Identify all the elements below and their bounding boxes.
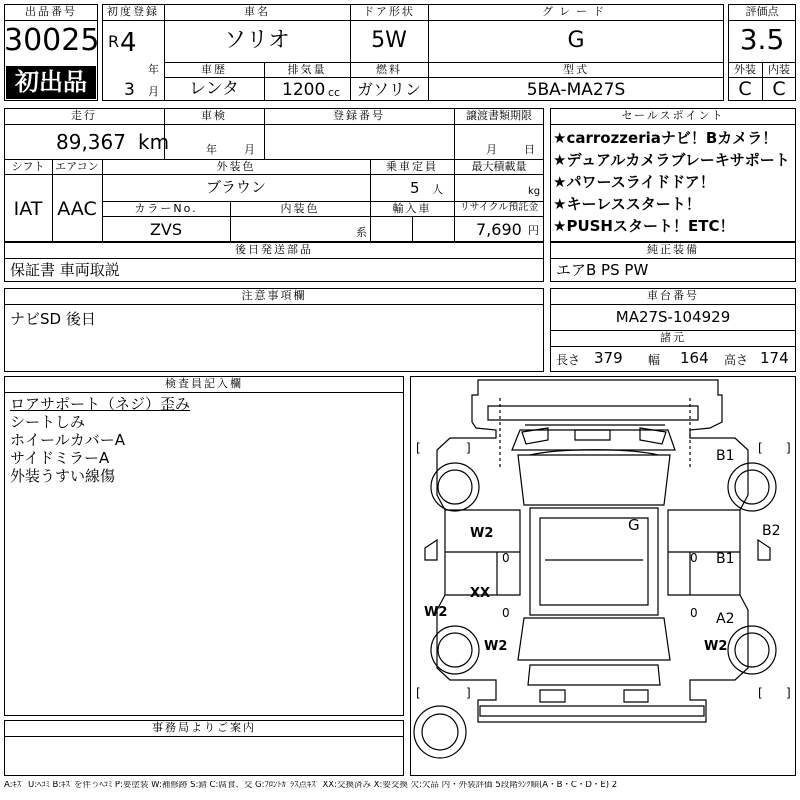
bracket: ] — [466, 686, 471, 700]
body-outline — [437, 380, 748, 722]
lot-label: 出品番号 — [25, 5, 77, 18]
interior-color-label: 内装色 — [280, 202, 320, 215]
registration-label: 初度登録 — [107, 5, 159, 18]
inspector-line: 外装うすい線傷 — [10, 467, 116, 485]
mark-zero: 0 — [690, 606, 698, 620]
mark-b1-mid: B1 — [716, 551, 735, 567]
aircon-value: AAC — [57, 198, 97, 220]
bracket: ] — [786, 441, 791, 455]
height-label: 高さ — [724, 353, 749, 367]
registration-era: R — [108, 32, 120, 51]
grade-value: G — [567, 28, 585, 53]
score-label: 評価点 — [745, 5, 779, 18]
width-value: 164 — [680, 349, 709, 367]
grade-label: グレード — [542, 5, 610, 18]
shift-value: IAT — [13, 198, 43, 220]
sales-point: ★パワースライドドア！ — [553, 173, 715, 191]
sales-point: ★キーレススタート！ — [553, 195, 701, 213]
mark-xx: XX — [470, 586, 491, 601]
interior-score: C — [772, 78, 786, 100]
bracket: [ — [758, 441, 763, 455]
inspection-month-unit: 月 — [244, 143, 255, 156]
chassis-value: MA27S-104929 — [615, 308, 731, 326]
transfer-month-unit: 月 — [486, 143, 497, 156]
mark-w2-left-upper: W2 — [470, 526, 494, 541]
notes-label: 注意事項欄 — [241, 289, 307, 302]
later-parts-value: 保証書 車両取説 — [10, 261, 120, 279]
bracket: ] — [466, 441, 471, 455]
capacity-value: 5 — [410, 179, 420, 197]
lot-number: 30025 — [4, 23, 100, 58]
inspector-line: ホイールカバーA — [10, 431, 125, 449]
office-label: 事務局よりご案内 — [152, 721, 256, 734]
score-value: 3.5 — [739, 23, 785, 56]
sales-point: ★PUSHスタート！ETC！ — [553, 217, 735, 235]
height-value: 174 — [760, 349, 789, 367]
recycle-label: リサイクル預託金 — [459, 202, 539, 213]
bracket: [ — [758, 686, 763, 700]
inspection-label: 車検 — [201, 109, 227, 122]
mileage-value: 89,367 — [56, 130, 126, 154]
exterior-color-label: 外装色 — [216, 160, 256, 173]
capacity-unit: 人 — [432, 183, 443, 196]
mark-w2-left-lower: W2 — [484, 639, 508, 654]
mark-b2: B2 — [762, 523, 781, 539]
equipment-label: 純正装備 — [647, 243, 699, 256]
plate-label: 登録番号 — [333, 109, 385, 122]
max-load-unit: kg — [528, 186, 541, 197]
sales-points-label: セールスポイント — [621, 109, 725, 122]
history-label: 車歴 — [201, 63, 227, 76]
shift-label: シフト — [11, 160, 45, 173]
registration-month: 3 — [124, 80, 135, 100]
inspector-label: 検査員記入欄 — [165, 377, 243, 390]
legend: A:ｷｽﾞ U:ﾍｺﾐ B:ｷｽﾞを伴うﾍｺﾐ P:要塗装 W:補修跡 S:錆 C:腐食、交 G:ﾌﾛﾝﾄｶﾞﾗｽ点ｷｽﾞ XX:交換済み X:要交換 欠:欠品 内・外装評価 5段階ﾗﾝｸ順(A・B・C・D・E) 2 — [4, 781, 618, 790]
exterior-score-label: 外装 — [734, 63, 756, 76]
mark-w2-right-lower: W2 — [704, 639, 728, 654]
dimensions-label: 諸元 — [660, 331, 686, 344]
color-no-label: カラーNo. — [134, 202, 198, 215]
aircon-label: エアコン — [55, 160, 99, 173]
sales-point: ★carrozzeriaナビ！Bカメラ！ — [553, 129, 778, 147]
history-value: レンタ — [189, 79, 239, 99]
mileage-unit: km — [138, 130, 170, 154]
mark-b1-top: B1 — [716, 448, 735, 464]
notes-value: ナビSD 後日 — [10, 310, 96, 328]
exterior-score: C — [738, 78, 752, 100]
registration-year: 4 — [120, 28, 137, 58]
exterior-color-value: ブラウン — [205, 178, 266, 196]
interior-score-label: 内装 — [768, 63, 790, 76]
model-label: 型式 — [563, 63, 589, 76]
doors-value: 5W — [371, 28, 407, 53]
registration-month-unit: 月 — [148, 85, 159, 98]
bracket: [ — [416, 686, 421, 700]
inspection-year-unit: 年 — [206, 143, 217, 156]
registration-year-unit: 年 — [148, 63, 159, 76]
model-value: 5BA-MA27S — [526, 80, 626, 100]
inspector-line: サイドミラーA — [10, 449, 110, 467]
doors-label: ドア形状 — [363, 5, 415, 18]
mileage-label: 走行 — [71, 109, 97, 122]
displacement-unit: cc — [328, 86, 341, 99]
transfer-day-unit: 日 — [524, 143, 535, 156]
interior-color-unit: 系 — [356, 226, 367, 239]
car-name: ソリオ — [224, 28, 290, 53]
car-name-label: 車名 — [244, 5, 270, 18]
displacement-value: 1200 — [282, 80, 326, 100]
equipment-value: エアB PS PW — [556, 261, 649, 279]
mark-w2-left-side: W2 — [424, 605, 448, 620]
max-load-label: 最大積載量 — [471, 160, 527, 173]
width-label: 幅 — [648, 353, 661, 367]
windshield — [518, 455, 670, 505]
displacement-label: 排気量 — [287, 63, 327, 76]
sales-point: ★デュアルカメラブレーキサポート — [553, 151, 790, 169]
inspector-line: シートしみ — [10, 413, 86, 431]
later-parts-label: 後日発送部品 — [235, 243, 313, 256]
capacity-label: 乗車定員 — [386, 160, 438, 173]
mark-zero: 0 — [502, 606, 510, 620]
length-value: 379 — [594, 349, 623, 367]
import-label: 輸入車 — [392, 202, 432, 215]
bracket: ] — [786, 686, 791, 700]
transfer-label: 譲渡書類期限 — [466, 109, 532, 122]
mark-a2: A2 — [716, 611, 735, 627]
recycle-value: 7,690 — [476, 220, 522, 239]
color-no-value: ZVS — [149, 220, 183, 239]
mark-zero: 0 — [502, 551, 510, 565]
fuel-label: 燃料 — [376, 63, 402, 76]
bracket: [ — [416, 441, 421, 455]
length-label: 長さ — [556, 353, 581, 367]
mark-zero: 0 — [690, 551, 698, 565]
recycle-unit: 円 — [528, 224, 539, 237]
inspector-line: ロアサポート（ネジ）歪み — [10, 395, 191, 413]
rear-window — [518, 618, 670, 660]
first-listing-text: 初出品 — [15, 68, 87, 96]
mark-g: G — [628, 516, 640, 534]
fuel-value: ガソリン — [356, 80, 421, 99]
chassis-label: 車台番号 — [647, 289, 699, 302]
